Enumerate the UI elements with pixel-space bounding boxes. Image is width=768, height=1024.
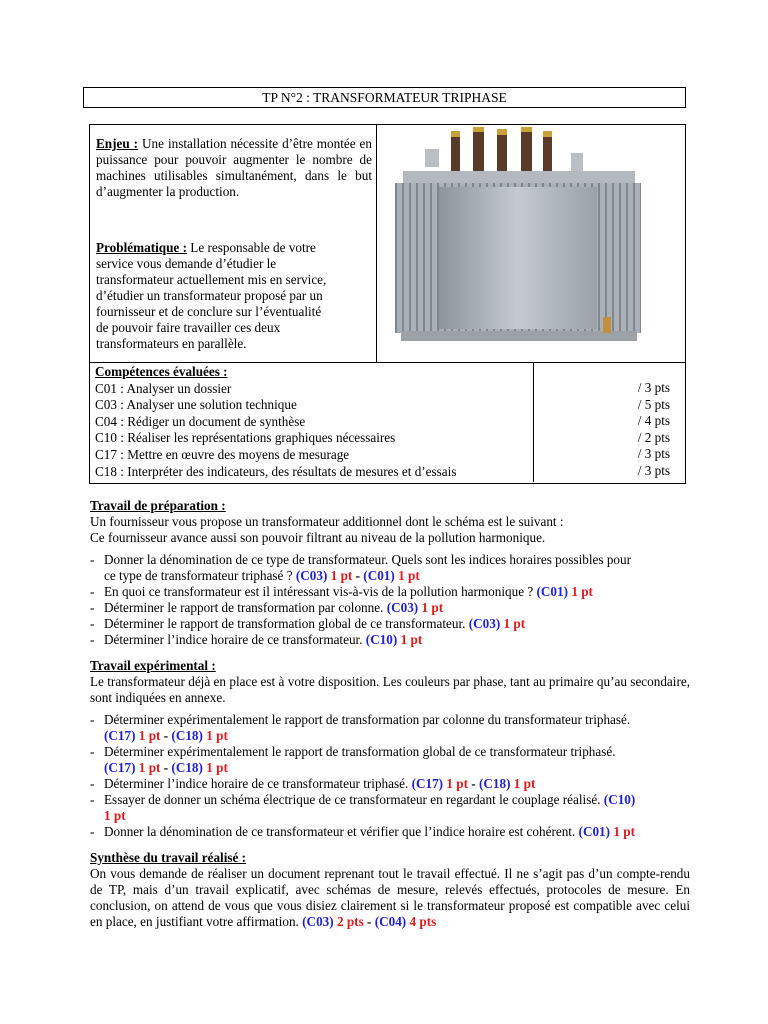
task-item: - Déterminer le rapport de transformation global de ce transformateur. (C03) 1 pt xyxy=(90,616,526,631)
competences-heading: Compétences évaluées : xyxy=(95,364,228,379)
competence-item: C17 : Mettre en œuvre des moyens de mesurage xyxy=(95,446,350,462)
task-item: - En quoi ce transformateur est il intéressant vis-à-vis de la pollution harmonique ? (C01) 1 pt xyxy=(90,584,593,599)
synthese-section xyxy=(90,850,690,930)
problematique-label: Problématique : xyxy=(96,240,187,255)
problematique-line: fournisseur et de conclure sur l’éventualité xyxy=(96,304,322,319)
synthese-text: On vous demande de réaliser un document reprenant tout le travail effectué. Il ne s’agit pas d’un compte-rendu de TP, mais d’un travail explicatif, avec schémas de mesure, relevés effectués, protocoles de mesure. En conclusion, on attend de vous que vous disiez clairement si le transformateur proposé est compatible avec celui en place, en justifiant votre affirmation. (C03) 2 pts - (C04) 4 pts xyxy=(90,866,690,929)
competence-points: / 5 pts xyxy=(637,396,670,412)
problematique-paragraph xyxy=(96,240,372,352)
task-item: - Donner la dénomination de ce type de transformateur. Quels sont les indices horaires possibles pour ce type de transformateur triphasé ? (C03) 1 pt - (C01) 1 pt xyxy=(90,552,631,583)
task-item: - Donner la dénomination de ce transformateur et vérifier que l’indice horaire est cohérent. (C01) 1 pt xyxy=(90,824,635,839)
competence-item: C03 : Analyser une solution technique xyxy=(95,397,297,413)
competences-points xyxy=(560,380,670,480)
competence-item: C10 : Réaliser les représentations graphiques nécessaires xyxy=(95,430,396,446)
competence-points: / 2 pts xyxy=(637,429,670,445)
experimental-section xyxy=(90,658,690,840)
enjeu-paragraph xyxy=(96,136,372,200)
task-item: - Déterminer l’indice horaire de ce transformateur triphasé. (C17) 1 pt - (C18) 1 pt xyxy=(90,776,536,791)
transformer-photo xyxy=(381,127,651,359)
problematique-line: Le responsable de votre xyxy=(186,240,316,255)
enjeu-label: Enjeu : xyxy=(96,136,139,151)
enjeu-text: Une installation nécessite d’être montée en puissance pour pouvoir augmenter le nombre de machines utilisables simultanément, dans le but d’augmenter la production. xyxy=(96,136,372,199)
intro-text: Le transformateur déjà en place est à votre disposition. Les couleurs par phase, tant au primaire qu’au secondaire, sont indiquées en annexe. xyxy=(90,674,690,705)
competence-item: C18 : Interpréter des indicateurs, des résultats de mesures et d’essais xyxy=(95,463,457,479)
preparation-section xyxy=(90,498,690,648)
competence-points: / 4 pts xyxy=(637,413,670,429)
section-heading: Travail de préparation : xyxy=(90,498,226,513)
intro-text: Un fournisseur vous propose un transformateur additionnel dont le schéma est le suivant : xyxy=(90,514,564,529)
problematique-line: d’étudier un transformateur proposé par un xyxy=(96,288,323,303)
competences-list xyxy=(95,364,530,480)
competence-points: / 3 pts xyxy=(637,446,670,462)
divider xyxy=(89,362,685,363)
section-heading: Synthèse du travail réalisé : xyxy=(90,850,247,865)
task-item: - Essayer de donner un schéma électrique de ce transformateur en regardant le couplage réalisé. (C10) 1 pt xyxy=(90,792,636,823)
competence-points: / 3 pts xyxy=(637,462,670,478)
divider xyxy=(376,124,377,362)
intro-text: Ce fournisseur avance aussi son pouvoir filtrant au niveau de la pollution harmonique. xyxy=(90,530,546,545)
page-title: TP N°2 : TRANSFORMATEUR TRIPHASE xyxy=(83,87,686,108)
task-item: - Déterminer l’indice horaire de ce transformateur. (C10) 1 pt xyxy=(90,632,423,647)
competence-item: C01 : Analyser un dossier xyxy=(95,380,232,396)
problematique-line: transformateurs en parallèle. xyxy=(96,336,247,351)
competence-points: / 3 pts xyxy=(637,380,670,395)
problematique-line: de pouvoir faire travailler ces deux xyxy=(96,320,281,335)
task-item: - Déterminer expérimentalement le rapport de transformation global de ce transformateur triphasé. (C17) 1 pt - (C18) 1 pt xyxy=(90,744,616,775)
task-item: - Déterminer expérimentalement le rapport de transformation par colonne du transformateur triphasé. (C17) 1 pt - (C18) 1 pt xyxy=(90,712,631,743)
divider xyxy=(533,362,534,482)
task-item: - Déterminer le rapport de transformation par colonne. (C03) 1 pt xyxy=(90,600,444,615)
problematique-line: service vous demande d’étudier le xyxy=(96,256,277,271)
problematique-line: transformateur actuellement mis en service, xyxy=(96,272,327,287)
competence-item: C04 : Rédiger un document de synthèse xyxy=(95,413,306,429)
section-heading: Travail expérimental : xyxy=(90,658,216,673)
